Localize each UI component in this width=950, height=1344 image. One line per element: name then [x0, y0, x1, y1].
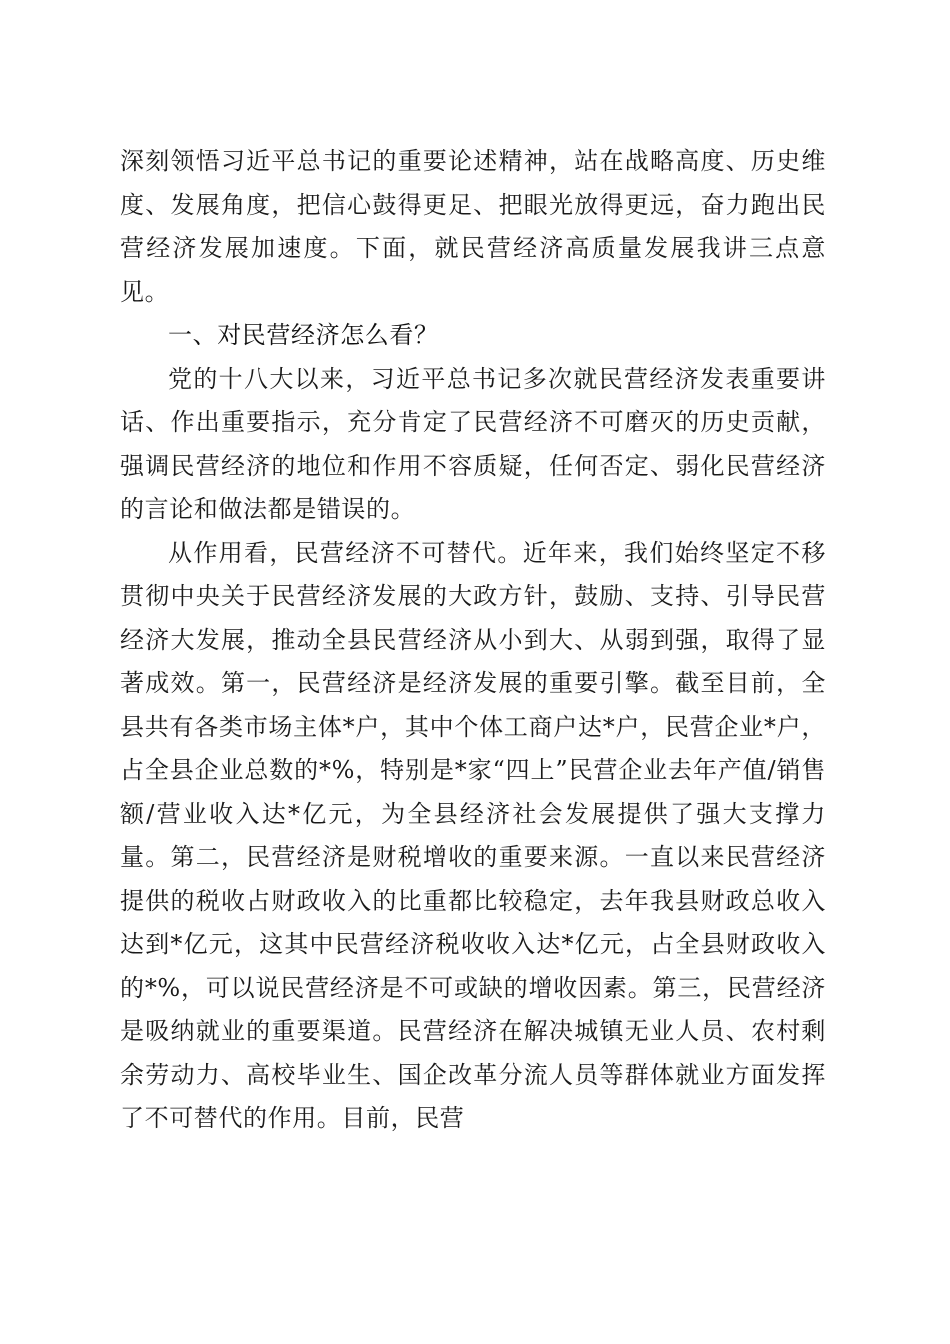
section-heading: 一、对民营经济怎么看？ — [168, 321, 439, 349]
body-paragraph-1: 党的十八大以来，习近平总书记多次就民营经济发表重要讲话、作出重要指示，充分肯定了民营经济不可磨灭的历史贡献，强调民营经济的地位和作用不容质疑，任何否定、弱化民营经济的言论和做法都是错误的。 — [120, 364, 826, 523]
body-paragraph-2: 从作用看，民营经济不可替代。近年来，我们始终坚定不移贯彻中央关于民营经济发展的大政方针，鼓励、支持、引导民营经济大发展，推动全县民营经济从小到大、从弱到强，取得了显著成效。第一，民营经济是经济发展的重要引擎。截至目前，全县共有各类市场主体*户，其中个体工商户达*户，民营企业*户，占全县企业总数的*%，特别是*家“四上”民营企业去年产值/销售额/营业收入达*亿元，为全县经济社会发展提供了强大支撑力量。第二，民营经济是财税增收的重要来源。一直以来民营经济提供的税收占财政收入的比重都比较稳定，去年我县财政总收入达到*亿元，这其中民营经济税收收入达*亿元，占全县财政收入的*%，可以说民营经济是不可或缺的增收因素。第三，民营经济是吸纳就业的重要渠道。民营经济在解决城镇无业人员、农村剩余劳动力、高校毕业生、国企改革分流人员等群体就业方面发挥了不可替代的作用。目前，民营 — [120, 538, 826, 1132]
intro-paragraph: 深刻领悟习近平总书记的重要论述精神，站在战略高度、历史维度、发展角度，把信心鼓得更足、把眼光放得更远，奋力跑出民营经济发展加速度。下面，就民营经济高质量发展我讲三点意见。 — [120, 147, 826, 306]
document-body — [120, 140, 826, 1141]
